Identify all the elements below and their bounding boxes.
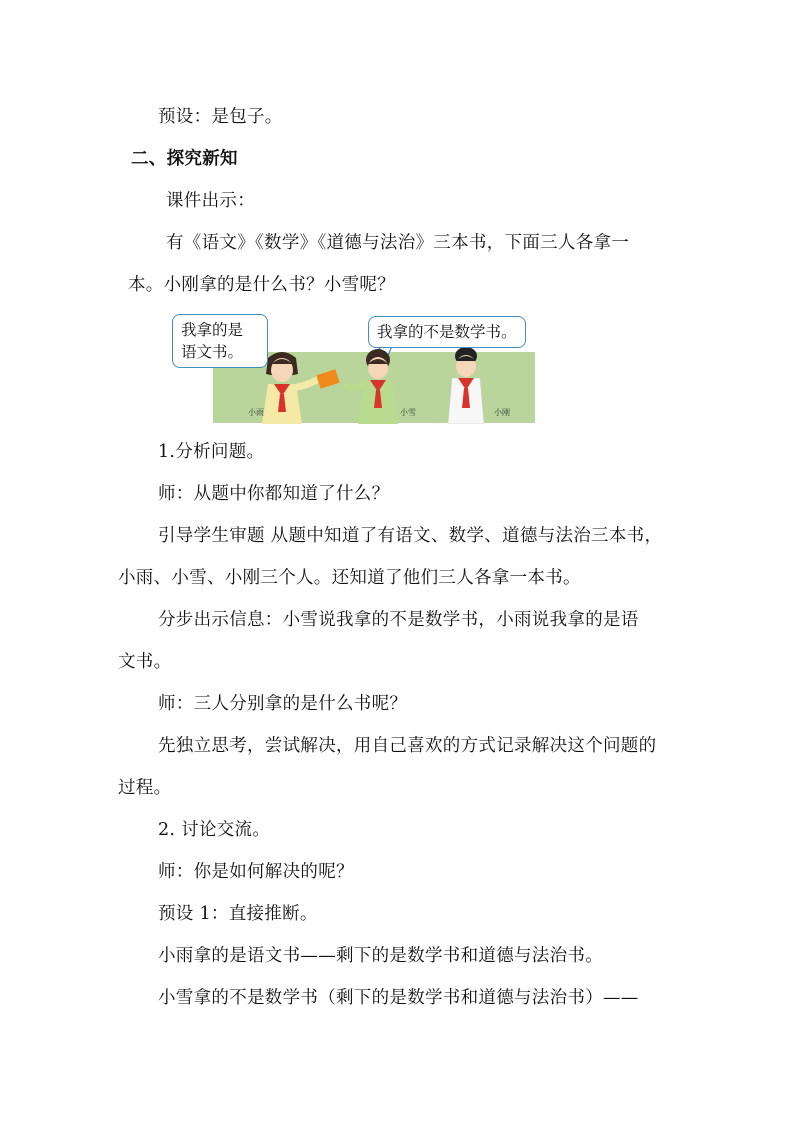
text-line: 预设 1：直接推断。: [158, 904, 318, 924]
text-line: 过程。: [118, 778, 172, 798]
text-line: 引导学生审题 从题中知道了有语文、数学、道德与法治三本书，: [158, 526, 663, 546]
text-line: 小雨、小雪、小刚三个人。还知道了他们三人各拿一本书。: [118, 568, 581, 588]
boy-xiaogang-figure: [448, 347, 484, 424]
bubble-text: 我拿的是: [181, 321, 244, 339]
text-line: 1.分析问题。: [158, 442, 265, 462]
text-line: 师：你是如何解决的呢？: [158, 862, 354, 882]
text-line: 分步出示信息：小雪说我拿的不是数学书，小雨说我拿的是语: [158, 610, 639, 630]
text-line: 师：从题中你都知道了什么？: [158, 484, 390, 504]
text-line: 预设：是包子。: [158, 107, 283, 127]
text-line: 本。小刚拿的是什么书？小雪呢？: [128, 275, 395, 295]
name-label-xiaoyu: 小雨: [248, 408, 264, 417]
book-icon: [316, 369, 339, 388]
text-line: 小雪拿的不是数学书（剩下的是数学书和道德与法治书）——: [158, 988, 639, 1008]
text-line: 先独立思考，尝试解决，用自己喜欢的方式记录解决这个问题的: [158, 736, 657, 756]
text-line: 文书。: [118, 652, 172, 672]
text-line: 2. 讨论交流。: [158, 820, 271, 840]
bubble-text: 语文书。: [181, 343, 244, 361]
text-line: 小雨拿的是语文书——剩下的是数学书和道德与法治书。: [158, 946, 603, 966]
text-line: 师：三人分别拿的是什么书呢？: [158, 694, 408, 714]
girl-xiaoyu-figure: [262, 352, 324, 424]
text-line: 有《语文》《数学》《道德与法治》三本书，下面三人各拿一: [166, 233, 630, 253]
speech-bubble-xiaoxue: [368, 316, 526, 348]
girl-xiaoxue-figure: [343, 349, 398, 424]
name-label-xiaogang: 小刚: [494, 408, 510, 417]
illustration: [168, 312, 538, 424]
section-heading: 二、探究新知: [131, 149, 238, 169]
text-line: 课件出示：: [166, 191, 255, 211]
name-label-xiaoxue: 小雪: [400, 408, 416, 417]
speech-bubble-xiaoyu: [172, 314, 268, 368]
bubble-text: 我拿的不是数学书。: [377, 323, 517, 341]
